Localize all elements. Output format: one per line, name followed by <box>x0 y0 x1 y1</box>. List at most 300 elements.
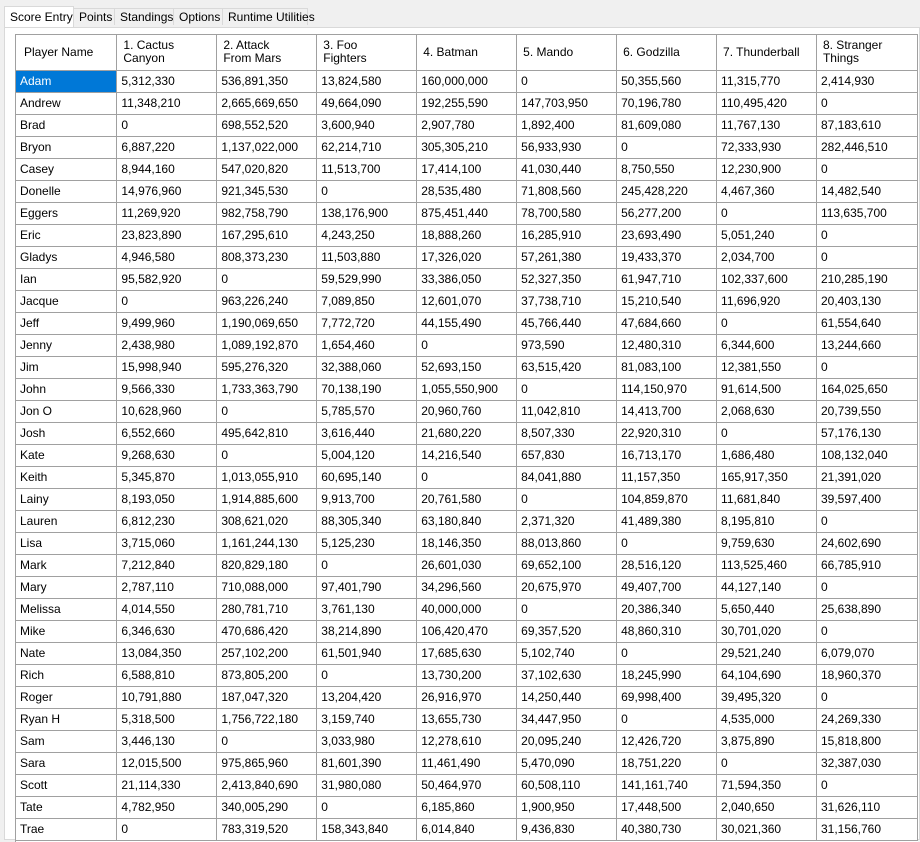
score-cell[interactable]: 1,055,550,900 <box>417 378 517 400</box>
score-cell[interactable]: 20,386,340 <box>617 598 717 620</box>
score-cell[interactable]: 657,830 <box>517 444 617 466</box>
score-cell[interactable]: 710,088,000 <box>217 576 317 598</box>
score-cell[interactable]: 0 <box>117 290 217 312</box>
score-cell[interactable]: 12,426,720 <box>617 730 717 752</box>
score-cell[interactable]: 11,767,130 <box>717 114 817 136</box>
score-cell[interactable]: 21,114,330 <box>117 774 217 796</box>
player-name-cell[interactable]: Eggers <box>16 202 117 224</box>
score-cell[interactable]: 3,600,940 <box>317 114 417 136</box>
player-name-cell[interactable]: Jacque <box>16 290 117 312</box>
score-cell[interactable]: 147,703,950 <box>517 92 617 114</box>
score-cell[interactable]: 57,176,130 <box>816 422 917 444</box>
score-cell[interactable]: 280,781,710 <box>217 598 317 620</box>
score-cell[interactable]: 164,025,650 <box>816 378 917 400</box>
column-header[interactable] <box>517 35 617 70</box>
score-cell[interactable]: 60,695,140 <box>317 466 417 488</box>
score-cell[interactable]: 70,138,190 <box>317 378 417 400</box>
player-name-cell[interactable]: Nate <box>16 642 117 664</box>
player-name-cell[interactable]: Lauren <box>16 510 117 532</box>
score-cell[interactable]: 14,976,960 <box>117 180 217 202</box>
score-cell[interactable]: 69,357,520 <box>517 620 617 642</box>
score-cell[interactable]: 71,594,350 <box>717 774 817 796</box>
score-cell[interactable]: 24,602,690 <box>816 532 917 554</box>
score-cell[interactable]: 61,554,640 <box>816 312 917 334</box>
player-name-cell[interactable]: Mark <box>16 554 117 576</box>
player-name-cell[interactable]: Andrew <box>16 92 117 114</box>
score-cell[interactable]: 13,204,420 <box>317 686 417 708</box>
score-cell[interactable]: 11,503,880 <box>317 246 417 268</box>
player-name-cell[interactable]: Donelle <box>16 180 117 202</box>
score-cell[interactable]: 22,920,310 <box>617 422 717 444</box>
score-cell[interactable]: 0 <box>317 180 417 202</box>
score-cell[interactable]: 81,601,390 <box>317 752 417 774</box>
score-cell[interactable]: 192,255,590 <box>417 92 517 114</box>
score-cell[interactable]: 19,433,370 <box>617 246 717 268</box>
score-cell[interactable]: 40,380,730 <box>617 818 717 840</box>
score-cell[interactable]: 44,127,140 <box>717 576 817 598</box>
player-name-cell[interactable]: Bryon <box>16 136 117 158</box>
player-name-cell[interactable]: Ian <box>16 268 117 290</box>
score-cell[interactable]: 3,875,890 <box>717 730 817 752</box>
score-cell[interactable]: 16,285,910 <box>517 224 617 246</box>
score-cell[interactable]: 4,467,360 <box>717 180 817 202</box>
score-cell[interactable]: 5,650,440 <box>717 598 817 620</box>
score-cell[interactable]: 6,079,070 <box>816 642 917 664</box>
score-cell[interactable]: 187,047,320 <box>217 686 317 708</box>
score-cell[interactable]: 2,787,110 <box>117 576 217 598</box>
score-cell[interactable]: 11,513,700 <box>317 158 417 180</box>
score-cell[interactable]: 39,597,400 <box>816 488 917 510</box>
score-cell[interactable]: 5,345,870 <box>117 466 217 488</box>
score-cell[interactable]: 14,250,440 <box>517 686 617 708</box>
score-cell[interactable]: 14,216,540 <box>417 444 517 466</box>
score-cell[interactable]: 305,305,210 <box>417 136 517 158</box>
column-header[interactable] <box>816 35 917 70</box>
score-cell[interactable]: 0 <box>816 576 917 598</box>
score-cell[interactable]: 9,436,830 <box>517 818 617 840</box>
column-header[interactable] <box>117 35 217 70</box>
score-cell[interactable]: 698,552,520 <box>217 114 317 136</box>
score-cell[interactable]: 3,446,130 <box>117 730 217 752</box>
player-name-cell[interactable]: Mary <box>16 576 117 598</box>
score-cell[interactable]: 0 <box>617 642 717 664</box>
score-cell[interactable]: 808,373,230 <box>217 246 317 268</box>
score-cell[interactable]: 2,413,840,690 <box>217 774 317 796</box>
player-name-cell[interactable]: Josh <box>16 422 117 444</box>
score-cell[interactable]: 11,681,840 <box>717 488 817 510</box>
score-cell[interactable]: 13,084,350 <box>117 642 217 664</box>
score-cell[interactable]: 84,041,880 <box>517 466 617 488</box>
score-cell[interactable]: 63,180,840 <box>417 510 517 532</box>
player-name-cell[interactable]: Jim <box>16 356 117 378</box>
score-cell[interactable]: 11,696,920 <box>717 290 817 312</box>
score-cell[interactable]: 5,470,090 <box>517 752 617 774</box>
score-cell[interactable]: 20,960,760 <box>417 400 517 422</box>
score-cell[interactable]: 16,713,170 <box>617 444 717 466</box>
score-cell[interactable]: 104,859,870 <box>617 488 717 510</box>
score-cell[interactable]: 308,621,020 <box>217 510 317 532</box>
score-cell[interactable]: 1,161,244,130 <box>217 532 317 554</box>
score-cell[interactable]: 18,146,350 <box>417 532 517 554</box>
score-cell[interactable]: 28,516,120 <box>617 554 717 576</box>
column-header[interactable] <box>217 35 317 70</box>
score-cell[interactable]: 62,214,710 <box>317 136 417 158</box>
score-cell[interactable]: 2,034,700 <box>717 246 817 268</box>
score-cell[interactable]: 34,447,950 <box>517 708 617 730</box>
player-name-cell[interactable]: Adam <box>16 70 117 92</box>
score-cell[interactable]: 0 <box>816 356 917 378</box>
column-header[interactable] <box>717 35 817 70</box>
score-cell[interactable]: 1,733,363,790 <box>217 378 317 400</box>
score-cell[interactable]: 0 <box>816 224 917 246</box>
score-cell[interactable]: 15,210,540 <box>617 290 717 312</box>
score-cell[interactable]: 0 <box>816 92 917 114</box>
player-name-cell[interactable]: Jenny <box>16 334 117 356</box>
score-cell[interactable]: 0 <box>617 708 717 730</box>
score-cell[interactable]: 2,907,780 <box>417 114 517 136</box>
column-header[interactable] <box>617 35 717 70</box>
score-cell[interactable]: 30,701,020 <box>717 620 817 642</box>
score-cell[interactable]: 12,381,550 <box>717 356 817 378</box>
score-cell[interactable]: 0 <box>317 796 417 818</box>
score-cell[interactable]: 0 <box>217 730 317 752</box>
player-name-cell[interactable]: Trae <box>16 818 117 840</box>
score-cell[interactable]: 245,428,220 <box>617 180 717 202</box>
score-cell[interactable]: 2,068,630 <box>717 400 817 422</box>
score-cell[interactable]: 17,326,020 <box>417 246 517 268</box>
score-cell[interactable]: 7,089,850 <box>317 290 417 312</box>
score-cell[interactable]: 21,391,020 <box>816 466 917 488</box>
score-cell[interactable]: 48,860,310 <box>617 620 717 642</box>
score-cell[interactable]: 40,000,000 <box>417 598 517 620</box>
player-name-cell[interactable]: Mike <box>16 620 117 642</box>
score-cell[interactable]: 91,614,500 <box>717 378 817 400</box>
score-cell[interactable]: 20,675,970 <box>517 576 617 598</box>
score-cell[interactable]: 11,461,490 <box>417 752 517 774</box>
score-cell[interactable]: 13,244,660 <box>816 334 917 356</box>
score-cell[interactable]: 81,083,100 <box>617 356 717 378</box>
score-cell[interactable]: 536,891,350 <box>217 70 317 92</box>
score-cell[interactable]: 11,042,810 <box>517 400 617 422</box>
tab-standings[interactable]: Standings <box>114 8 174 25</box>
score-cell[interactable]: 8,750,550 <box>617 158 717 180</box>
score-cell[interactable]: 875,451,440 <box>417 202 517 224</box>
player-name-cell[interactable]: Brad <box>16 114 117 136</box>
score-cell[interactable]: 11,315,770 <box>717 70 817 92</box>
score-cell[interactable]: 0 <box>217 268 317 290</box>
score-cell[interactable]: 2,414,930 <box>816 70 917 92</box>
score-cell[interactable]: 31,156,760 <box>816 818 917 840</box>
score-cell[interactable]: 52,327,350 <box>517 268 617 290</box>
score-cell[interactable]: 10,628,960 <box>117 400 217 422</box>
score-cell[interactable]: 12,230,900 <box>717 158 817 180</box>
score-cell[interactable]: 0 <box>816 620 917 642</box>
score-cell[interactable]: 15,818,800 <box>816 730 917 752</box>
score-cell[interactable]: 50,464,970 <box>417 774 517 796</box>
score-cell[interactable]: 39,495,320 <box>717 686 817 708</box>
score-cell[interactable]: 0 <box>217 400 317 422</box>
score-cell[interactable]: 45,766,440 <box>517 312 617 334</box>
score-cell[interactable]: 2,438,980 <box>117 334 217 356</box>
score-cell[interactable]: 113,635,700 <box>816 202 917 224</box>
score-cell[interactable]: 18,751,220 <box>617 752 717 774</box>
score-cell[interactable]: 0 <box>717 752 817 774</box>
player-name-cell[interactable]: Jon O <box>16 400 117 422</box>
player-name-cell[interactable]: Gladys <box>16 246 117 268</box>
score-cell[interactable]: 0 <box>317 664 417 686</box>
score-cell[interactable]: 56,277,200 <box>617 202 717 224</box>
score-cell[interactable]: 47,684,660 <box>617 312 717 334</box>
score-cell[interactable]: 7,212,840 <box>117 554 217 576</box>
score-cell[interactable]: 6,887,220 <box>117 136 217 158</box>
score-cell[interactable]: 20,095,240 <box>517 730 617 752</box>
score-cell[interactable]: 88,305,340 <box>317 510 417 532</box>
score-cell[interactable]: 0 <box>417 334 517 356</box>
score-cell[interactable]: 17,685,630 <box>417 642 517 664</box>
column-header[interactable] <box>417 35 517 70</box>
score-cell[interactable]: 26,601,030 <box>417 554 517 576</box>
player-name-cell[interactable]: Eric <box>16 224 117 246</box>
score-cell[interactable]: 8,944,160 <box>117 158 217 180</box>
score-cell[interactable]: 820,829,180 <box>217 554 317 576</box>
score-cell[interactable]: 6,812,230 <box>117 510 217 532</box>
player-name-cell[interactable]: Lisa <box>16 532 117 554</box>
score-cell[interactable]: 5,312,330 <box>117 70 217 92</box>
score-cell[interactable]: 1,892,400 <box>517 114 617 136</box>
score-cell[interactable]: 41,489,380 <box>617 510 717 532</box>
score-cell[interactable]: 1,914,885,600 <box>217 488 317 510</box>
score-cell[interactable]: 0 <box>816 510 917 532</box>
player-name-cell[interactable]: Keith <box>16 466 117 488</box>
score-cell[interactable]: 20,403,130 <box>816 290 917 312</box>
player-name-cell[interactable]: Lainy <box>16 488 117 510</box>
score-cell[interactable]: 11,157,350 <box>617 466 717 488</box>
score-cell[interactable]: 547,020,820 <box>217 158 317 180</box>
score-cell[interactable]: 78,700,580 <box>517 202 617 224</box>
score-cell[interactable]: 18,245,990 <box>617 664 717 686</box>
score-cell[interactable]: 34,296,560 <box>417 576 517 598</box>
score-cell[interactable]: 31,980,080 <box>317 774 417 796</box>
score-cell[interactable]: 15,998,940 <box>117 356 217 378</box>
tab-runtime-utilities[interactable]: Runtime Utilities <box>222 8 308 25</box>
score-cell[interactable]: 6,014,840 <box>417 818 517 840</box>
score-cell[interactable]: 13,730,200 <box>417 664 517 686</box>
score-cell[interactable]: 20,739,550 <box>816 400 917 422</box>
score-cell[interactable]: 21,680,220 <box>417 422 517 444</box>
score-cell[interactable]: 1,137,022,000 <box>217 136 317 158</box>
score-cell[interactable]: 0 <box>717 422 817 444</box>
score-cell[interactable]: 10,791,880 <box>117 686 217 708</box>
column-header[interactable] <box>16 35 117 70</box>
tab-options[interactable]: Options <box>173 8 223 25</box>
score-cell[interactable]: 57,261,380 <box>517 246 617 268</box>
score-cell[interactable]: 72,333,930 <box>717 136 817 158</box>
score-cell[interactable]: 66,785,910 <box>816 554 917 576</box>
score-cell[interactable]: 95,582,920 <box>117 268 217 290</box>
player-name-cell[interactable]: Sara <box>16 752 117 774</box>
score-cell[interactable]: 165,917,350 <box>717 466 817 488</box>
score-cell[interactable]: 4,243,250 <box>317 224 417 246</box>
score-cell[interactable]: 4,014,550 <box>117 598 217 620</box>
score-cell[interactable]: 113,525,460 <box>717 554 817 576</box>
score-cell[interactable]: 0 <box>617 532 717 554</box>
score-cell[interactable]: 71,808,560 <box>517 180 617 202</box>
score-cell[interactable]: 59,529,990 <box>317 268 417 290</box>
score-cell[interactable]: 0 <box>517 488 617 510</box>
score-cell[interactable]: 56,933,930 <box>517 136 617 158</box>
score-cell[interactable]: 11,348,210 <box>117 92 217 114</box>
score-cell[interactable]: 5,102,740 <box>517 642 617 664</box>
score-cell[interactable]: 9,499,960 <box>117 312 217 334</box>
player-name-cell[interactable]: Jeff <box>16 312 117 334</box>
score-cell[interactable]: 29,521,240 <box>717 642 817 664</box>
score-cell[interactable]: 0 <box>717 202 817 224</box>
score-cell[interactable]: 158,343,840 <box>317 818 417 840</box>
score-cell[interactable]: 9,268,630 <box>117 444 217 466</box>
score-cell[interactable]: 1,900,950 <box>517 796 617 818</box>
player-name-cell[interactable]: Scott <box>16 774 117 796</box>
score-cell[interactable]: 6,552,660 <box>117 422 217 444</box>
score-cell[interactable]: 13,655,730 <box>417 708 517 730</box>
score-cell[interactable]: 5,004,120 <box>317 444 417 466</box>
score-cell[interactable]: 595,276,320 <box>217 356 317 378</box>
score-cell[interactable]: 69,998,400 <box>617 686 717 708</box>
score-cell[interactable]: 210,285,190 <box>816 268 917 290</box>
score-cell[interactable]: 14,482,540 <box>816 180 917 202</box>
score-cell[interactable]: 0 <box>417 466 517 488</box>
score-cell[interactable]: 60,508,110 <box>517 774 617 796</box>
score-cell[interactable]: 49,407,700 <box>617 576 717 598</box>
player-name-cell[interactable]: Tate <box>16 796 117 818</box>
score-cell[interactable]: 37,102,630 <box>517 664 617 686</box>
score-cell[interactable]: 102,337,600 <box>717 268 817 290</box>
score-cell[interactable]: 1,654,460 <box>317 334 417 356</box>
score-cell[interactable]: 63,515,420 <box>517 356 617 378</box>
score-cell[interactable]: 23,693,490 <box>617 224 717 246</box>
score-cell[interactable]: 31,626,110 <box>816 796 917 818</box>
score-cell[interactable]: 0 <box>816 158 917 180</box>
score-cell[interactable]: 37,738,710 <box>517 290 617 312</box>
score-cell[interactable]: 11,269,920 <box>117 202 217 224</box>
score-cell[interactable]: 921,345,530 <box>217 180 317 202</box>
score-cell[interactable]: 3,159,740 <box>317 708 417 730</box>
player-name-cell[interactable]: Melissa <box>16 598 117 620</box>
score-cell[interactable]: 61,947,710 <box>617 268 717 290</box>
score-cell[interactable]: 4,946,580 <box>117 246 217 268</box>
score-cell[interactable]: 873,805,200 <box>217 664 317 686</box>
score-cell[interactable]: 61,501,940 <box>317 642 417 664</box>
score-cell[interactable]: 9,759,630 <box>717 532 817 554</box>
score-cell[interactable]: 8,507,330 <box>517 422 617 444</box>
score-cell[interactable]: 12,278,610 <box>417 730 517 752</box>
score-cell[interactable]: 18,960,370 <box>816 664 917 686</box>
score-cell[interactable]: 88,013,860 <box>517 532 617 554</box>
score-cell[interactable]: 6,344,600 <box>717 334 817 356</box>
score-cell[interactable]: 0 <box>816 686 917 708</box>
score-cell[interactable]: 6,185,860 <box>417 796 517 818</box>
score-cell[interactable]: 4,782,950 <box>117 796 217 818</box>
score-cell[interactable]: 963,226,240 <box>217 290 317 312</box>
score-cell[interactable]: 1,756,722,180 <box>217 708 317 730</box>
score-cell[interactable]: 52,693,150 <box>417 356 517 378</box>
score-cell[interactable]: 6,346,630 <box>117 620 217 642</box>
score-cell[interactable]: 0 <box>517 378 617 400</box>
score-cell[interactable]: 69,652,100 <box>517 554 617 576</box>
score-cell[interactable]: 13,824,580 <box>317 70 417 92</box>
score-cell[interactable]: 17,448,500 <box>617 796 717 818</box>
score-cell[interactable]: 108,132,040 <box>816 444 917 466</box>
score-cell[interactable]: 3,616,440 <box>317 422 417 444</box>
score-cell[interactable]: 32,388,060 <box>317 356 417 378</box>
score-cell[interactable]: 70,196,780 <box>617 92 717 114</box>
score-cell[interactable]: 4,535,000 <box>717 708 817 730</box>
score-cell[interactable]: 7,772,720 <box>317 312 417 334</box>
score-cell[interactable]: 12,480,310 <box>617 334 717 356</box>
score-cell[interactable]: 87,183,610 <box>816 114 917 136</box>
score-cell[interactable]: 25,638,890 <box>816 598 917 620</box>
score-cell[interactable]: 1,190,069,650 <box>217 312 317 334</box>
score-cell[interactable]: 0 <box>517 70 617 92</box>
score-cell[interactable]: 0 <box>117 818 217 840</box>
score-cell[interactable]: 8,195,810 <box>717 510 817 532</box>
score-cell[interactable]: 340,005,290 <box>217 796 317 818</box>
player-name-cell[interactable]: Sam <box>16 730 117 752</box>
score-cell[interactable]: 110,495,420 <box>717 92 817 114</box>
score-cell[interactable]: 26,916,970 <box>417 686 517 708</box>
score-grid[interactable] <box>15 34 918 842</box>
score-cell[interactable]: 49,664,090 <box>317 92 417 114</box>
score-cell[interactable]: 23,823,890 <box>117 224 217 246</box>
score-cell[interactable]: 64,104,690 <box>717 664 817 686</box>
player-name-cell[interactable]: Rich <box>16 664 117 686</box>
score-cell[interactable]: 38,214,890 <box>317 620 417 642</box>
score-cell[interactable]: 982,758,790 <box>217 202 317 224</box>
tab-score-entry[interactable]: Score Entry <box>4 6 74 27</box>
score-cell[interactable]: 0 <box>816 774 917 796</box>
player-name-cell[interactable]: John <box>16 378 117 400</box>
score-cell[interactable]: 44,155,490 <box>417 312 517 334</box>
score-cell[interactable]: 41,030,440 <box>517 158 617 180</box>
score-cell[interactable]: 783,319,520 <box>217 818 317 840</box>
tab-points[interactable]: Points <box>73 8 115 25</box>
score-cell[interactable]: 975,865,960 <box>217 752 317 774</box>
score-cell[interactable]: 3,761,130 <box>317 598 417 620</box>
score-cell[interactable]: 8,193,050 <box>117 488 217 510</box>
score-cell[interactable]: 2,371,320 <box>517 510 617 532</box>
score-cell[interactable]: 3,033,980 <box>317 730 417 752</box>
score-cell[interactable]: 0 <box>317 554 417 576</box>
score-cell[interactable]: 1,013,055,910 <box>217 466 317 488</box>
player-name-cell[interactable]: Roger <box>16 686 117 708</box>
score-cell[interactable]: 0 <box>517 598 617 620</box>
score-cell[interactable]: 3,715,060 <box>117 532 217 554</box>
score-cell[interactable]: 1,686,480 <box>717 444 817 466</box>
score-cell[interactable]: 28,535,480 <box>417 180 517 202</box>
score-cell[interactable]: 24,269,330 <box>816 708 917 730</box>
score-cell[interactable]: 0 <box>816 246 917 268</box>
score-cell[interactable]: 141,161,740 <box>617 774 717 796</box>
score-cell[interactable]: 20,761,580 <box>417 488 517 510</box>
score-cell[interactable]: 30,021,360 <box>717 818 817 840</box>
score-cell[interactable]: 12,601,070 <box>417 290 517 312</box>
score-cell[interactable]: 495,642,810 <box>217 422 317 444</box>
score-cell[interactable]: 470,686,420 <box>217 620 317 642</box>
score-cell[interactable]: 9,913,700 <box>317 488 417 510</box>
score-cell[interactable]: 973,590 <box>517 334 617 356</box>
score-cell[interactable]: 160,000,000 <box>417 70 517 92</box>
score-cell[interactable]: 9,566,330 <box>117 378 217 400</box>
score-cell[interactable]: 0 <box>617 136 717 158</box>
